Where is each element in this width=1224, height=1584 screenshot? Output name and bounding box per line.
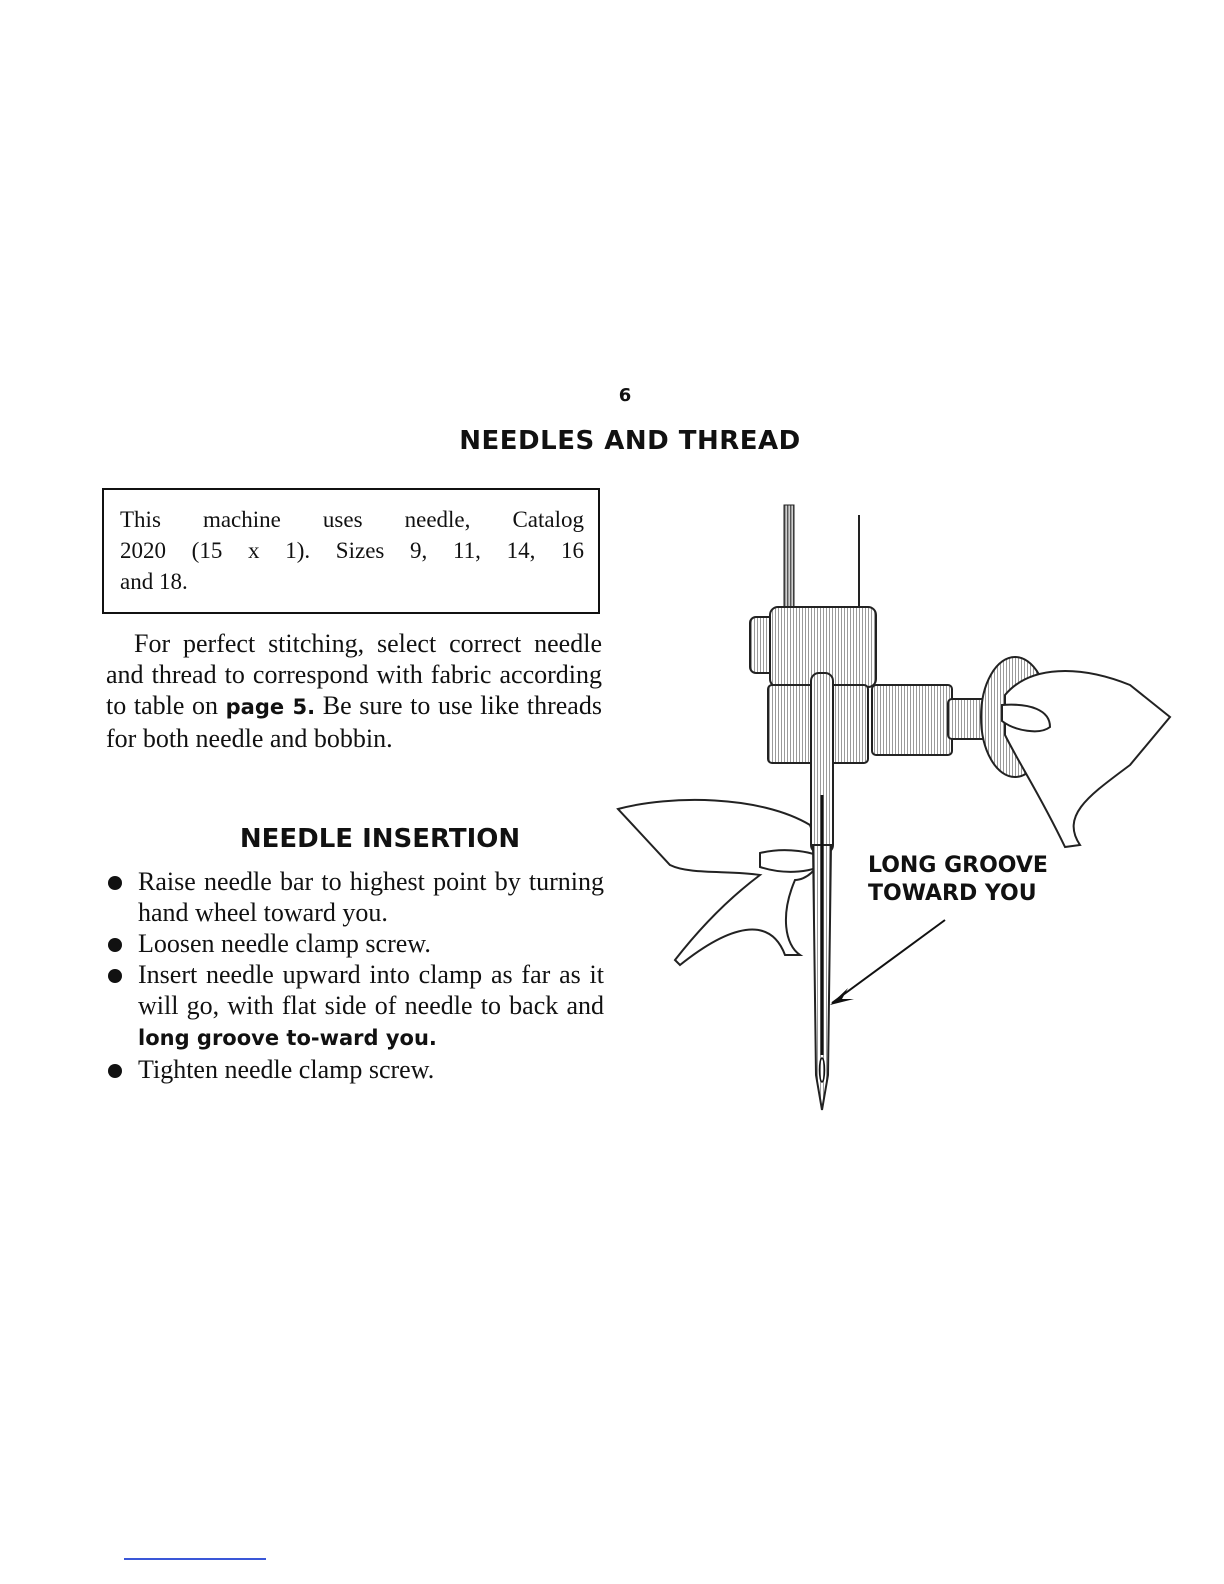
step-text: Raise needle bar to highest point by turning hand wheel toward you. <box>138 867 604 927</box>
page-title: NEEDLES AND THREAD <box>459 426 801 456</box>
hand-left-icon <box>618 800 828 965</box>
step-text: Tighten needle clamp screw. <box>138 1055 435 1084</box>
spec-line: 2020 (15 x 1). Sizes 9, 11, 14, 16 <box>120 538 584 563</box>
list-item <box>106 1054 604 1085</box>
needle-insertion-illustration <box>610 495 1190 1125</box>
needle-clamp-icon <box>750 607 990 763</box>
spec-line: and 18. <box>120 569 188 594</box>
needle-icon <box>811 673 833 1110</box>
step-text: Insert needle upward into clamp as far as it will go, with flat side of needle to back and <box>138 960 604 1020</box>
long-groove-callout <box>868 852 1048 908</box>
callout-line: TOWARD YOU <box>868 881 1037 906</box>
needle-insertion-steps <box>106 866 604 1085</box>
bullet-icon <box>108 1064 122 1078</box>
step-text: Loosen needle clamp screw. <box>138 929 431 958</box>
step-emphasis: long groove to-ward you. <box>138 1026 437 1050</box>
list-item <box>106 928 604 959</box>
intro-page-reference: page 5. <box>225 695 316 719</box>
bullet-icon <box>108 938 122 952</box>
intro-paragraph <box>106 628 602 754</box>
page-number: 6 <box>618 385 632 406</box>
callout-line: LONG GROOVE <box>868 853 1048 878</box>
footer-rule <box>124 1558 266 1560</box>
callout-arrow-icon <box>830 920 945 1005</box>
list-item <box>106 959 604 1054</box>
needle-spec-box <box>102 488 600 614</box>
section-title-needle-insertion: NEEDLE INSERTION <box>239 824 521 854</box>
bullet-icon <box>108 969 122 983</box>
list-item <box>106 866 604 928</box>
intro-text-end: Be sure to use like threads for both needle and bobbin. <box>106 691 602 753</box>
hand-right-icon <box>981 657 1170 847</box>
intro-text: For perfect stitching, select correct needle and thread to correspond with fabric according to table on <box>106 629 602 720</box>
spec-line: This machine uses needle, Catalog <box>120 507 584 532</box>
bullet-icon <box>108 876 122 890</box>
